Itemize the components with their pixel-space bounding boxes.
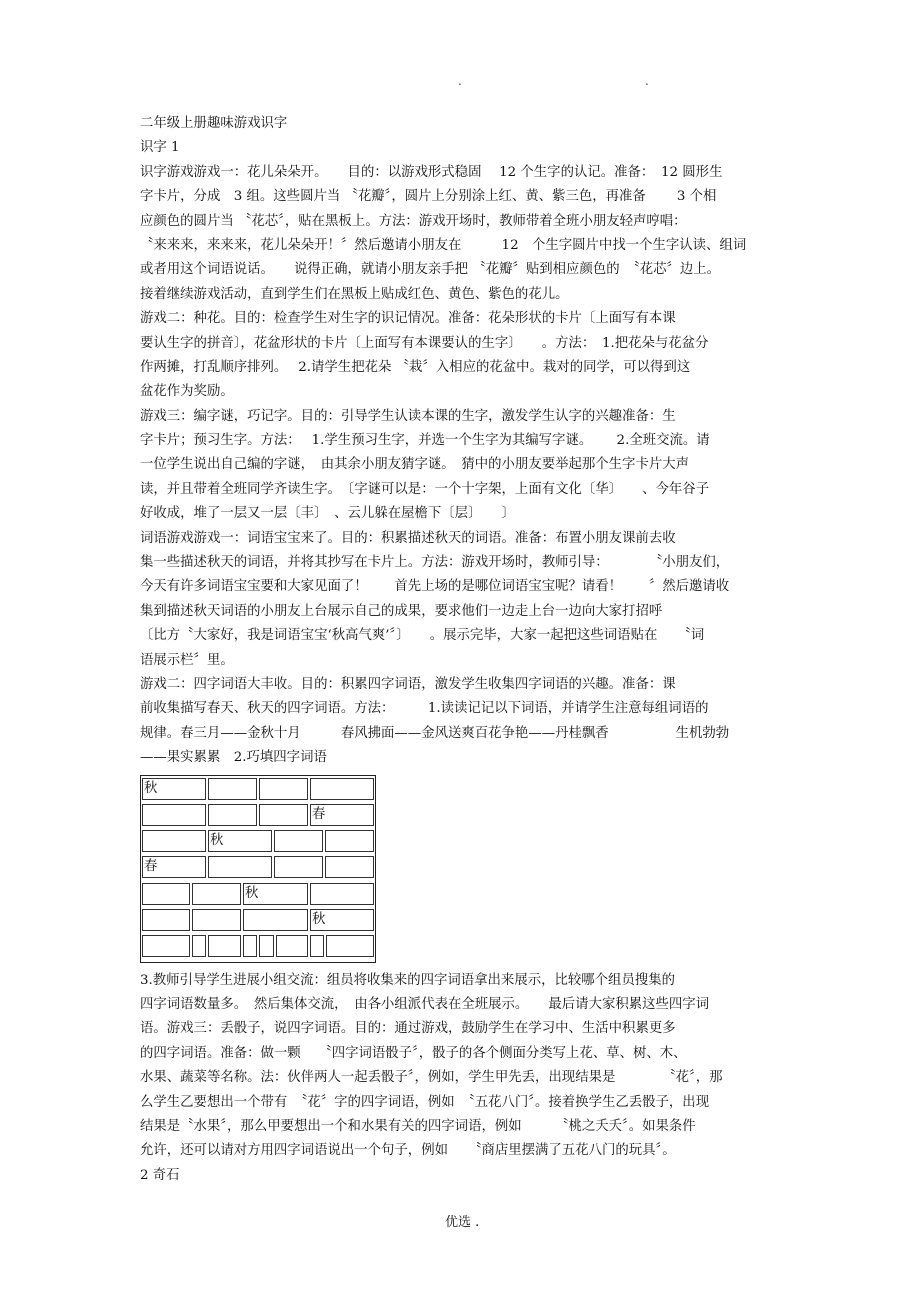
grid-cell	[192, 883, 241, 905]
grid-row	[141, 933, 375, 959]
text-line: 的四字词语。准备：做一颗 〝四字词语骰子〞，骰子的各个侧面分类写上花、草、树、木、	[140, 1045, 687, 1061]
text-line: 水果、蔬菜等名称。法：伙伴两人一起丢骰子〞，例如，学生甲先丢，出现结果是 〝花〞，那	[140, 1070, 723, 1086]
grid-row	[141, 828, 375, 854]
text-line: 识字游戏游戏一：花儿朵朵开。 目的：以游戏形式稳固 12 个生字的认记。准备： 12 圆形生	[140, 164, 723, 180]
text-line: 允许，还可以请对方用四字词语说出一个句子，例如 〝商店里摆满了五花八门的玩具〞。	[140, 1143, 676, 1159]
text-line: 游戏二：种花。目的：检查学生对生字的识记情况。准备：花朵形状的卡片〔上面写有本课	[140, 311, 676, 327]
grid-cell	[274, 830, 323, 852]
grid-cell: 秋	[243, 883, 308, 905]
document-body	[140, 112, 780, 1188]
grid-cell: 秋	[142, 778, 206, 800]
grid-row	[141, 854, 375, 880]
text-line: ——果实累累 2.巧填四字词语	[140, 750, 327, 766]
text-line: 规律。春三月——金秋十月 春风拂面——金风送爽百花争艳——丹桂飘香 生机勃勃	[140, 725, 730, 741]
text-line: 作两摊，打乱顺序排列。 2.请学生把花朵 〝栽〞入相应的花盆中。栽对的同学，可以得到这	[140, 359, 691, 375]
text-line: 集到描述秋天词语的小朋友上台展示自己的成果，要求他们一边走上台一边向大家打招呼	[140, 603, 663, 619]
grid-cell	[310, 778, 374, 800]
text-line: 应颜色的圆片当 〝花芯〞，贴在黑板上。方法：游戏开场时，教师带着全班小朋友轻声哼唱：	[140, 213, 687, 229]
grid-cell	[259, 778, 308, 800]
grid-cell	[243, 909, 308, 931]
text-line: 游戏三：编字谜，巧记字。目的：引导学生认读本课的生字，激发学生认字的兴趣准备：生	[140, 408, 676, 424]
text-line: 今天有许多词语宝宝要和大家见面了！ 首先上场的是哪位词语宝宝呢？请看！ 〞然后邀请收	[140, 579, 730, 595]
text-line: 集一些描述秋天的词语，并将其抄写在卡片上。方法：游戏开场时，教师引导： 〝小朋友们，	[140, 555, 730, 571]
grid-cell	[208, 856, 272, 878]
text-line: 游戏二：四字词语大丰收。目的：积累四字词语，激发学生收集四字词语的兴趣。准备：课	[140, 676, 676, 692]
text-line: 或者用这个词语说话。 说得正确，就请小朋友亲手把 〝花瓣〞贴到相应颜色的 〝花芯〞边上。	[140, 262, 721, 278]
grid-cell: 春	[310, 804, 374, 826]
text-line: 盆花作为奖励。	[140, 384, 234, 400]
text-line: 字卡片，分成 3 组。这些圆片当 〝花瓣〞，圆片上分别涂上红、黄、紫三色，再准备 3 个相	[140, 189, 717, 205]
idiom-fill-grid	[140, 775, 376, 963]
grid-cell	[208, 778, 257, 800]
grid-cell	[276, 935, 308, 957]
text-line: 二年级上册趣味游戏识字	[140, 116, 288, 131]
text-block-1	[140, 112, 780, 771]
grid-cell	[325, 830, 374, 852]
grid-cell: 秋	[310, 909, 374, 931]
text-line: 接着继续游戏活动，直到学生们在黑板上贴成红色、黄色、紫色的花儿。	[140, 286, 569, 302]
grid-cell	[243, 935, 257, 957]
text-line: 识字 1	[140, 140, 180, 156]
grid-cell	[142, 909, 190, 931]
grid-row	[141, 802, 375, 828]
grid-row	[141, 907, 375, 933]
grid-cell	[274, 856, 323, 878]
text-line: 前收集描写春天、秋天的四字词语。方法： 1.读读记记以下词语，并请学生注意每组词语的	[140, 701, 709, 717]
header-dot-left: .	[458, 74, 462, 88]
grid-cell	[142, 883, 190, 905]
text-line: 语展示栏〞里。	[140, 652, 234, 668]
text-line: 一位学生说出自己编的字谜， 由其余小朋友猜字谜。 猜中的小朋友要举起那个生字卡片大声	[140, 457, 690, 473]
grid-cell	[310, 883, 374, 905]
grid-cell	[142, 830, 206, 852]
grid-cell	[208, 804, 257, 826]
footer-label: 优选 .	[445, 1215, 480, 1230]
grid-cell	[142, 935, 190, 957]
header-dot-right: .	[645, 74, 649, 88]
text-line: 么学生乙要想出一个带有 〝花〞字的四字词语，例如 〝五花八门〞。接着换学生乙丢骰子，出现	[140, 1094, 710, 1110]
text-line: 结果是〝水果〞，那么甲要想出一个和水果有关的四字词语，例如 〝桃之夭夭〞。如果条件	[140, 1118, 696, 1134]
grid-cell	[259, 804, 308, 826]
grid-row	[141, 881, 375, 907]
text-line: 词语游戏游戏一：词语宝宝来了。目的：积累描述秋天的词语。准备：布置小朋友课前去收	[140, 530, 676, 546]
grid-cell	[325, 856, 374, 878]
text-line: 〔比方〝大家好，我是词语宝宝‘秋高气爽’〞〕 。展示完毕，大家一起把这些词语贴在 〝词	[140, 628, 705, 644]
text-block-2	[140, 969, 780, 1189]
grid-cell: 春	[142, 856, 206, 878]
grid-cell	[142, 804, 206, 826]
grid-cell	[310, 935, 324, 957]
text-line: 四字词语数量多。 然后集体交流， 由各小组派代表在全班展示。 最后请大家积累这些四字词	[140, 996, 710, 1012]
text-line: 2 奇石	[140, 1167, 180, 1183]
text-line: 读，并且带着全班同学齐读生字。 〔字谜可以是：一个十字架，上面有文化〔华〕 、今年谷子	[140, 481, 710, 497]
text-line: 好收成，堆了一层又一层〔丰〕 、云儿躲在屋檐下〔层〕 〕	[140, 506, 515, 522]
grid-cell	[259, 935, 274, 957]
grid-cell: 秋	[208, 830, 272, 852]
grid-cell	[208, 935, 241, 957]
text-line: 字卡片；预习生字。方法： 1.学生预习生字，并选一个生字为其编写字谜。 2.全班交流。请	[140, 433, 710, 449]
text-line: 语。游戏三：丢骰子，说四字词语。目的：通过游戏，鼓励学生在学习中、生活中积累更多	[140, 1021, 676, 1037]
text-line: 3.教师引导学生进展小组交流：组员将收集来的四字词语拿出来展示，比较哪个组员搜集的	[140, 972, 676, 988]
grid-row	[141, 776, 375, 802]
grid-cell	[192, 909, 241, 931]
text-line: 要认生字的拼音〕，花盆形状的卡片〔上面写有本课要认的生字〕 。方法： 1.把花朵与花盆分	[140, 335, 709, 351]
text-line: 〝来来来，来来来，花儿朵朵开！〞然后邀请小朋友在 12 个生字圆片中找一个生字认读、组词	[140, 237, 747, 253]
grid-cell	[326, 935, 374, 957]
grid-cell	[192, 935, 206, 957]
